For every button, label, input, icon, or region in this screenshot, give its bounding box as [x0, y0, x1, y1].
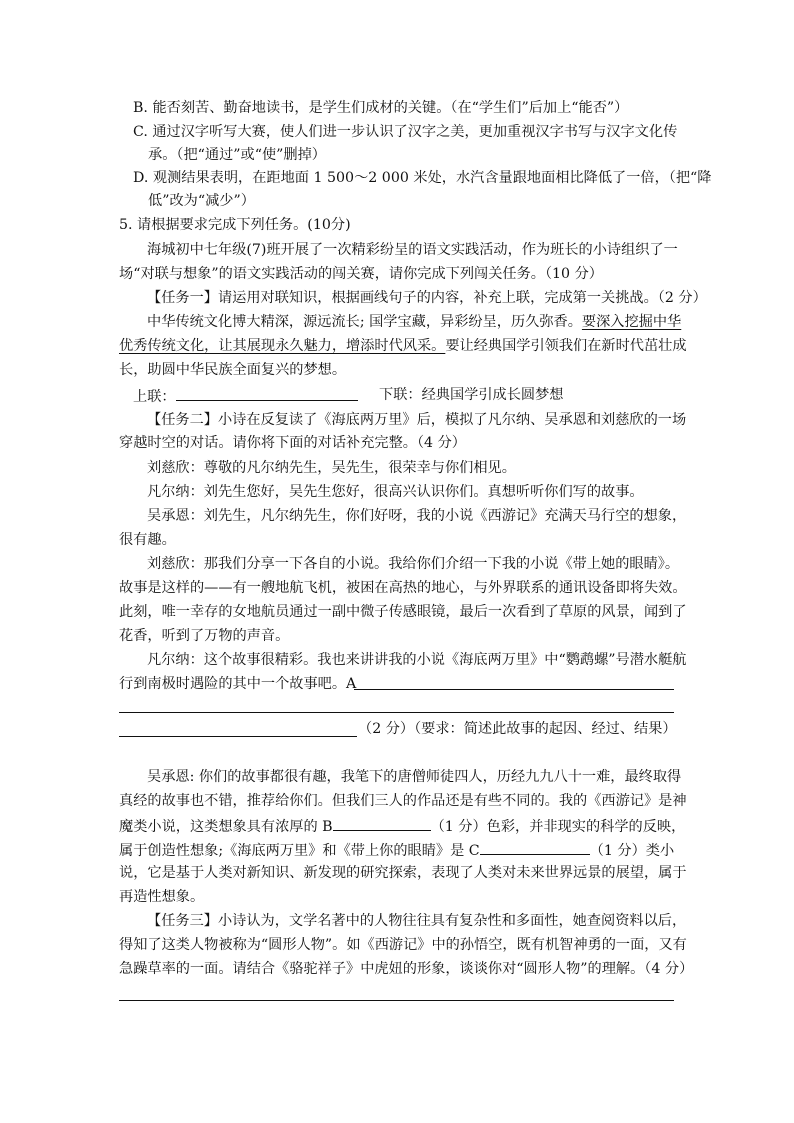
dialogue-liu-1: 刘慈欣：尊敬的凡尔纳先生，吴先生，很荣幸与你们相见。 — [147, 460, 516, 476]
question-5-heading: 5. 请根据要求完成下列任务。(10分) — [119, 217, 351, 233]
answer-a-blank-2[interactable] — [119, 712, 674, 713]
dialogue-verne-2-line1: 凡尔纳：这个故事很精彩。我也来讲讲我的小说《海底两万里》中“鹦鹉螺”号潜水艇航 — [147, 652, 687, 668]
dialogue-verne-2-line2: 行到南极时遇险的其中一个故事吧。A — [119, 676, 357, 692]
task2-title-line1: 【任务二】小诗在反复读了《海底两万里》后，模拟了凡尔纳、吴承恩和刘慈欣的一场 — [147, 412, 687, 428]
blank-b-prefix: 魔类小说，这类想象具有浓厚的 B — [119, 819, 333, 835]
task3-line3: 急躁草率的一面。请结合《骆驼祥子》中虎妞的形象，谈谈你对“圆形人物”的理解。（4 分） — [119, 961, 694, 977]
dialogue-liu-2-line4: 花香，听到了万物的声音。 — [119, 628, 290, 644]
answer-c-blank[interactable] — [480, 839, 590, 855]
question-5-intro-line1: 海城初中七年级(7)班开展了一次精彩纷呈的语文实践活动，作为班长的小诗组织了一 — [147, 242, 678, 258]
upper-couplet-answer-blank[interactable] — [176, 385, 358, 401]
task1-passage-line2 — [119, 336, 687, 356]
answer-a-blank-3[interactable] — [119, 736, 357, 737]
dialogue-wu-2-line1: 吴承恩: 你们的故事都很有趣，我笔下的唐僧师徒四人，历经九九八十一难，最终取得 — [147, 769, 682, 785]
blank-c-prefix: 属于创造性想象;《海底两万里》和《带上你的眼睛》是 C — [119, 843, 480, 859]
task1-passage-text: 中华传统文化博大精深，源远流长; 国学宝藏，异彩纷呈，历久弥香。 — [147, 314, 582, 330]
task3-line2: 得知了这类人物被称为“圆形人物”。如《西游记》中的孙悟空，既有机智神勇的一面，又有 — [119, 937, 687, 953]
task1-passage-text-2: 要让经典国学引领我们在新时代茁壮成 — [445, 338, 687, 354]
task3-line1: 【任务三】小诗认为，文学名著中的人物往往具有复杂性和多面性，她查阅资料以后， — [147, 913, 687, 929]
option-d-line2: 低”改为“减少”） — [148, 193, 255, 209]
dialogue-liu-2-line1: 刘慈欣：那我们分享一下各自的小说。我给你们介绍一下我的小说《带上她的眼睛》。 — [147, 556, 680, 572]
answer-a-blank-1[interactable] — [354, 689, 674, 690]
task1-title: 【任务一】请运用对联知识，根据画线句子的内容，补充上联，完成第一关挑战。（2 分） — [147, 290, 707, 306]
dialogue-wu-2-line2: 真经的故事也不错，推荐给你们。但我们三人的作品还是有些不同的。我的《西游记》是神 — [119, 793, 687, 809]
option-b: B. 能否刻苦、勤奋地读书，是学生们成材的关键。（在“学生们”后加上“能否”） — [133, 100, 629, 116]
dialogue-verne-1: 凡尔纳：刘先生您好，吴先生您好，很高兴认识你们。真想听听你们写的故事。 — [147, 484, 644, 500]
task1-passage-line3: 长，助圆中华民族全面复兴的梦想。 — [119, 362, 347, 378]
task2-title-line2: 穿越时空的对话。请你将下面的对话补充完整。（4 分） — [119, 435, 466, 451]
upper-couplet-label: 上联： — [133, 389, 176, 405]
blank-b-suffix: （1 分）色彩，并非现实的科学的反映， — [430, 819, 686, 835]
task1-couplet-row — [133, 385, 358, 407]
dialogue-wu-1-line1: 吴承恩：刘先生，凡尔纳先生，你们好呀，我的小说《西游记》充满天马行空的想象， — [147, 508, 687, 524]
task1-underlined-sentence-part1: 要深入挖掘中华 — [581, 314, 682, 330]
dialogue-wu-2-line3 — [119, 815, 685, 837]
dialogue-liu-2-line2: 故事是这样的——有一艘地航飞机，被困在高热的地心，与外界联系的通讯设备即将失效。 — [119, 580, 687, 596]
answer-a-requirement: （2 分）（要求：简述此故事的起因、经过、结果） — [358, 721, 677, 737]
option-d-line1: D. 观测结果表明，在距地面 1 500～2 000 米处，水汽含量跟地面相比降低了一倍，（把“降 — [133, 170, 712, 186]
task1-underlined-sentence-part2: 优秀传统文化，让其展现永久魅力，增添时代风采。 — [119, 338, 446, 354]
dialogue-liu-2-line3: 此刻，唯一幸存的女地航员通过一副中微子传感眼镜，最后一次看到了草原的风景，闻到了 — [119, 604, 687, 620]
lower-couplet: 下联：经典国学引成长圆梦想 — [379, 387, 564, 403]
dialogue-wu-2-line6: 再造性想象。 — [119, 889, 205, 905]
answer-b-blank[interactable] — [333, 815, 431, 831]
question-5-intro-line2: 场“对联与想象”的语文实践活动的闯关赛，请你完成下列闯关任务。（10 分） — [119, 266, 603, 282]
option-c-line1: C. 通过汉字听写大赛，使人们进一步认识了汉字之美，更加重视汉字书写与汉字文化传 — [133, 124, 678, 140]
task3-answer-blank[interactable] — [119, 1000, 674, 1001]
blank-c-suffix: （1 分）类小 — [589, 843, 675, 859]
dialogue-wu-2-line5: 说，它是基于人类对新知识、新发现的研究探索，表现了人类对未来世界远景的展望，属于 — [119, 865, 687, 881]
dialogue-wu-2-line4 — [119, 839, 674, 861]
task1-passage-line1 — [147, 312, 681, 332]
dialogue-wu-1-line2: 很有趣。 — [119, 532, 176, 548]
option-c-line2: 承。（把“通过”或“使”删掉） — [148, 147, 326, 163]
